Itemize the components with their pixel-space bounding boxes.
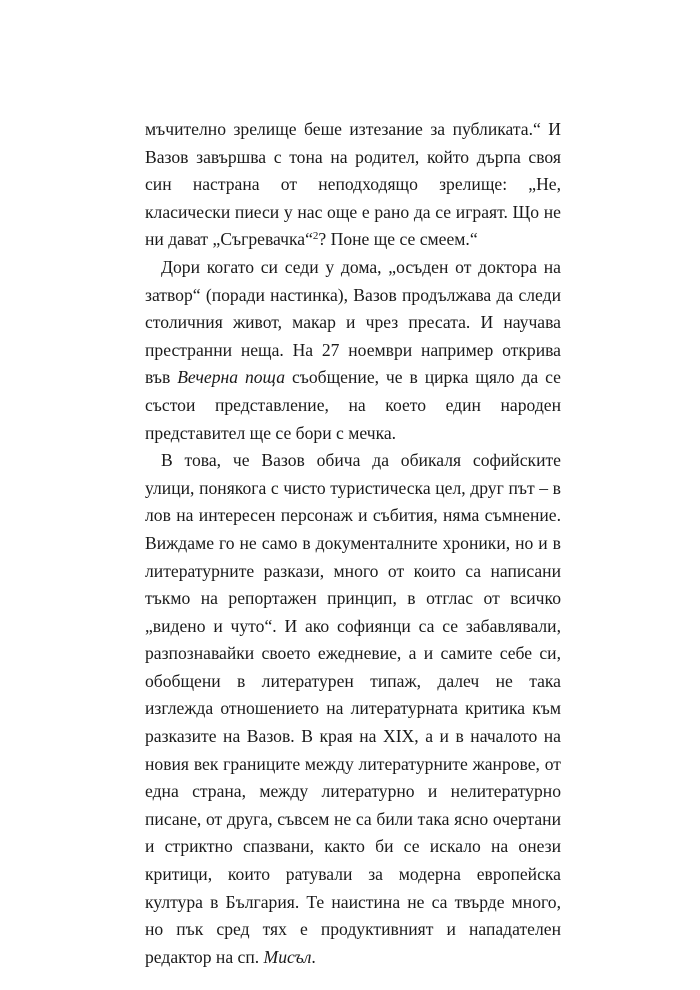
- text-run: ? Поне ще се смеем.“: [318, 229, 478, 250]
- footnote-ref[interactable]: 2: [312, 230, 319, 243]
- text-run: мъчително зрелище беше изтезание за публиката.“ И Вазов завършва с тона на родител, който дърпа своя син настрана от неподходящо зрелище: „Не, класически пиеси у нас още е рано да се играят. Що не ни дават „Съгревачка“: [145, 119, 561, 250]
- text-run: .: [311, 946, 316, 967]
- text-run: съобщение, че в цирка щяло да се състои представление, на което един народен представител ще се бори с мечка.: [145, 367, 561, 443]
- paragraph-3: [145, 447, 561, 971]
- text-run: Дори когато си седи у дома, „осъден от доктора на затвор“ (поради настинка), Вазов продължава да следи столичния живот, макар и чрез пресата. И научава престранни неща. На 27 ноември например открива във: [145, 256, 561, 388]
- paragraph-2: [145, 254, 561, 447]
- paragraph-1: [145, 116, 561, 254]
- text-run: В това, че Вазов обича да обикаля софийските улици, понякога с чисто туристическа цел, друг път – в лов на интересен персонаж и събития, няма съмнение. Виждаме го не само в документалните хроники, но и в литературните разкази, много от които са написани тъкмо на репортажен принцип, в отглас от всичко „видено и чуто“. И ако софиянци са се забавлявали, разпознавайки своето ежедневие, а и самите себе си, обобщени в литературен типаж, далеч не така изглежда отношението на литературната критика към разказите на Вазов. В края на XIX, а и в началото на новия век границите между литературните жанрове, от една страна, между литературно и нелитературно писане, от друга, съвсем не са били така ясно очертани и стриктно спазвани, както би се искало на онези критици, които ратували за модерна европейска култура в България. Те наистина не са твърде много, но пък сред тях е продуктивният и нападателен редактор на сп.: [145, 450, 561, 967]
- page-body: [145, 116, 561, 971]
- newspaper-title: Вечерна поща: [177, 367, 286, 388]
- journal-title: Мисъл: [263, 946, 312, 967]
